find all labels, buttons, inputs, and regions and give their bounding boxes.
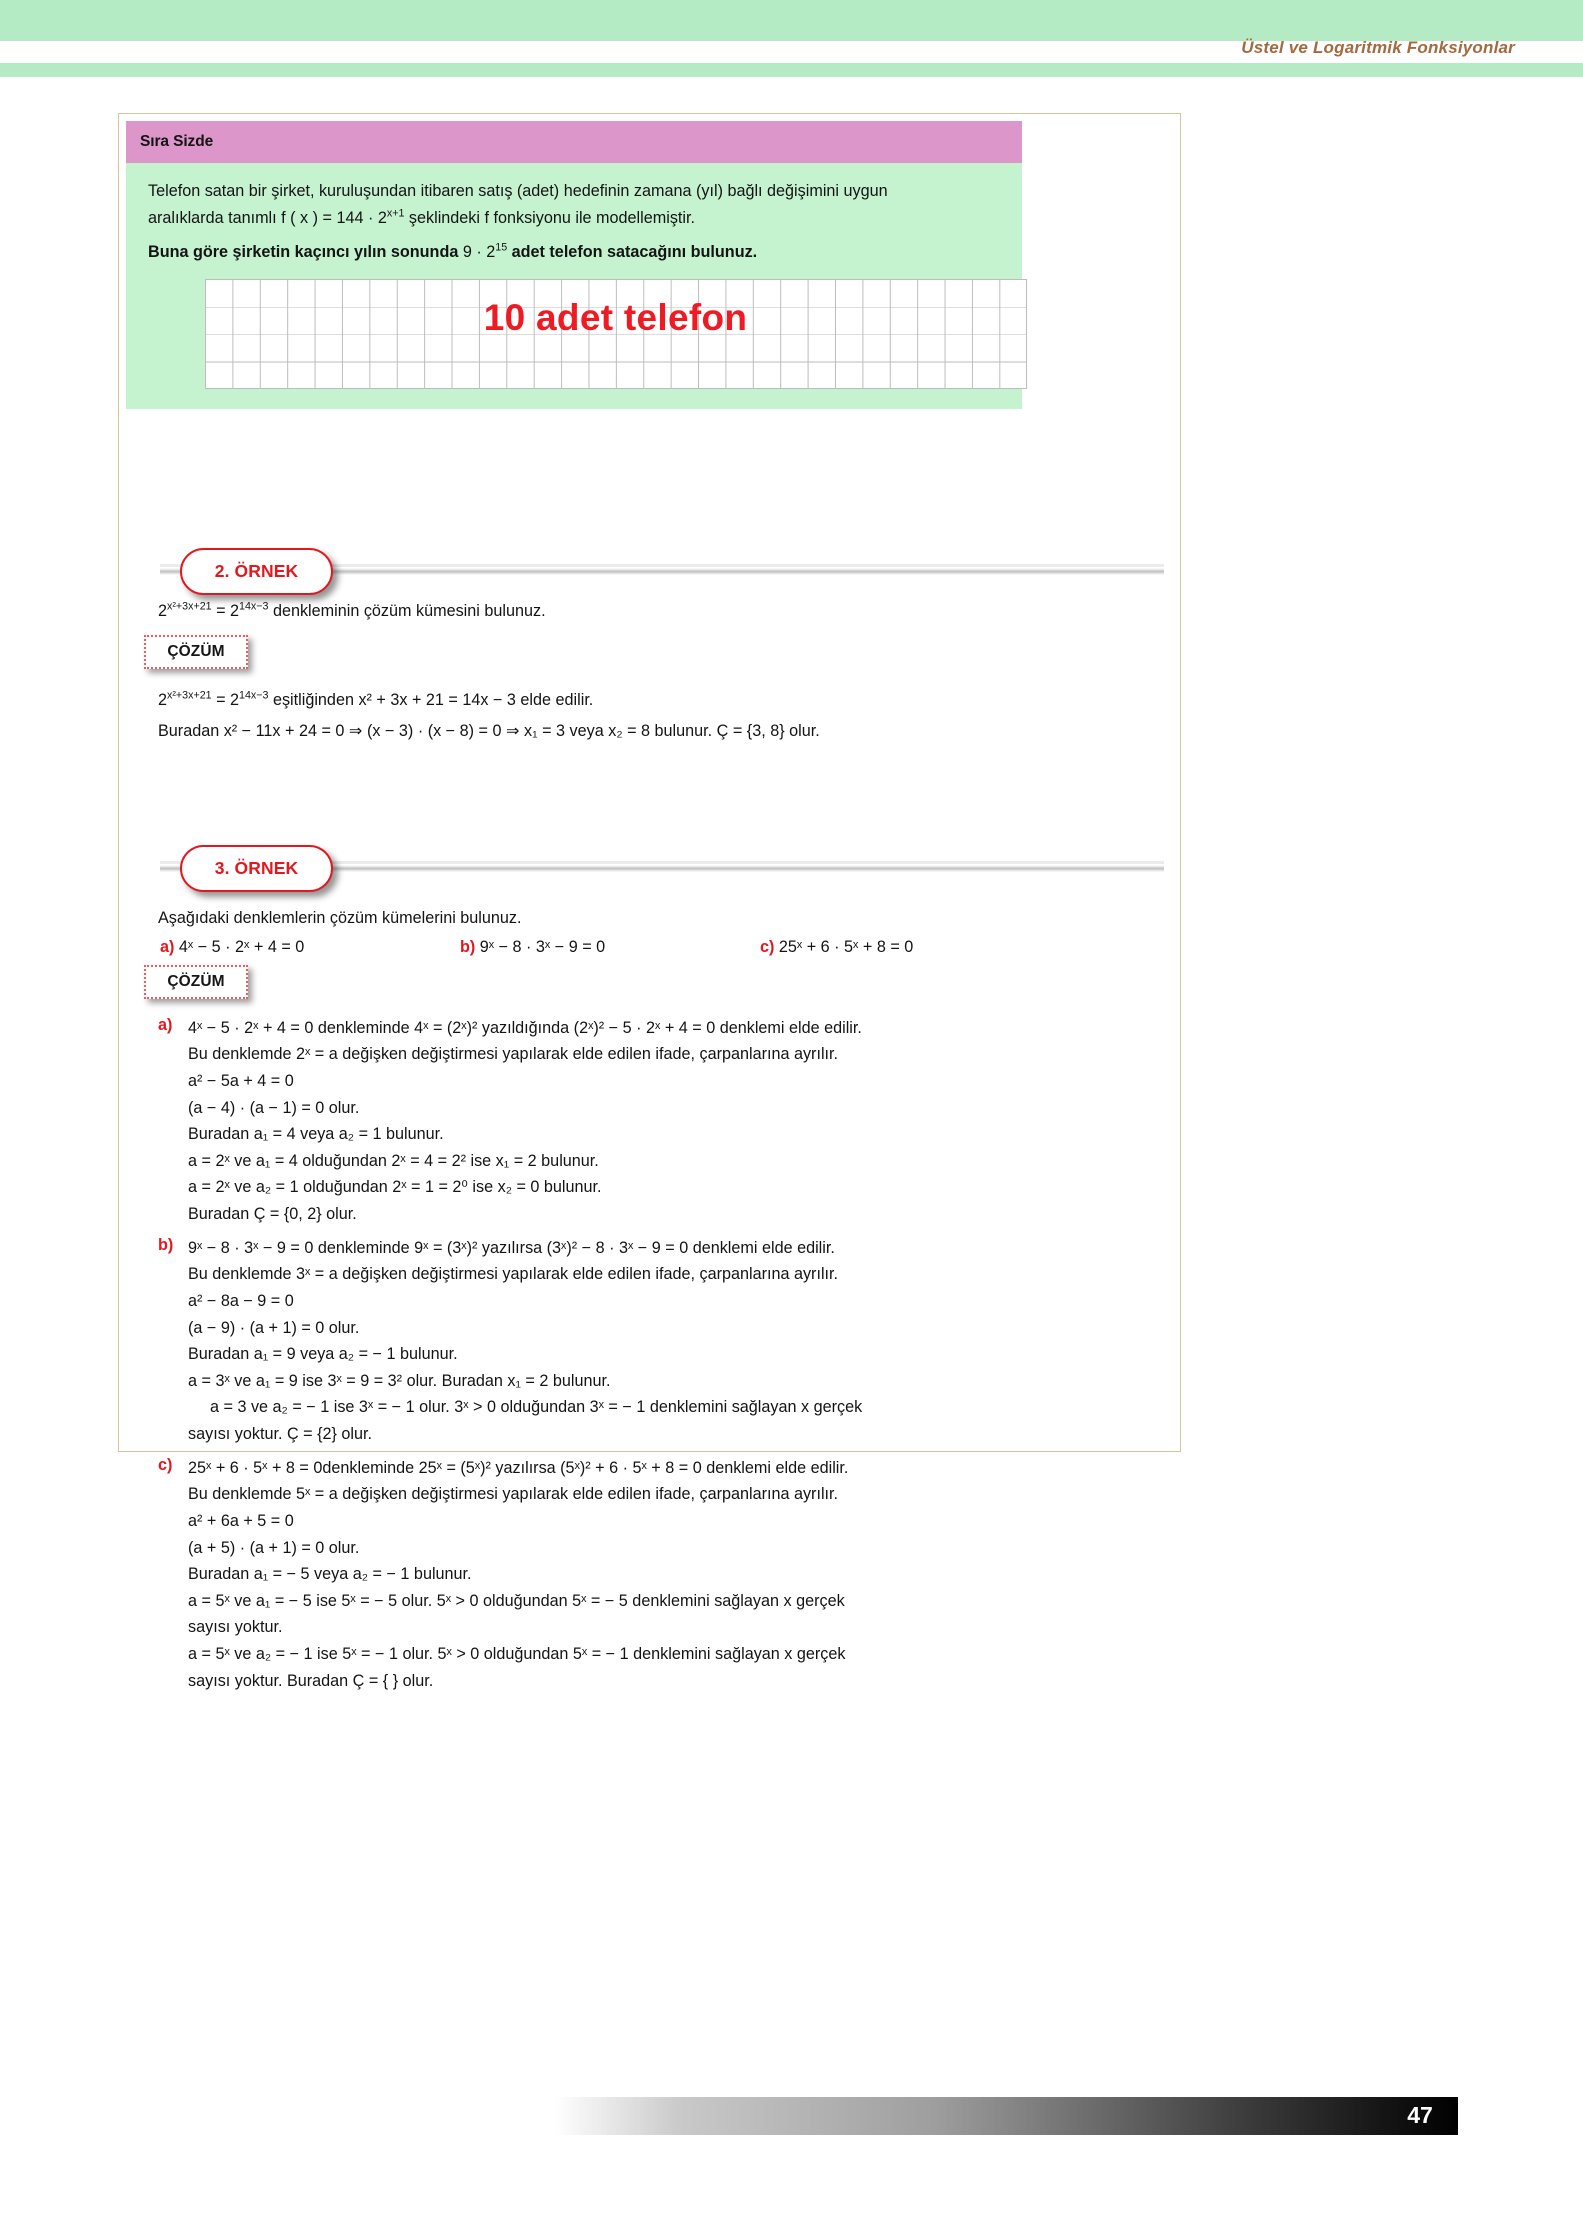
sira-sizde-paragraph-line1: Telefon satan bir şirket, kuruluşundan itibaren satış (adet) hedefinin zamana (yıl) bağlı değişimini uygun: [148, 182, 888, 200]
choice-c-mark: c): [760, 937, 775, 956]
solution-c-line-8: sayısı yoktur. Buradan Ç = { } olur.: [188, 1671, 434, 1690]
sira-sizde-label: Sıra Sizde: [140, 133, 214, 150]
ss-p2-post: şeklindeki f fonksiyonu ile modellemiştir.: [404, 208, 696, 227]
solution-a-line-7: Buradan Ç = {0, 2} olur.: [188, 1205, 357, 1223]
example-2-cozum-label: ÇÖZÜM: [167, 642, 225, 660]
ex2-prompt-post: denkleminin çözüm kümesini bulunuz.: [268, 602, 546, 620]
example-2-badge-label: 2. ÖRNEK: [214, 561, 299, 581]
ex2-s1-pre: 2: [158, 690, 168, 709]
solution-a-line-2: a² − 5a + 4 = 0: [188, 1071, 294, 1090]
ex2-prompt-pre: 2: [158, 602, 168, 620]
header-band-top: [0, 0, 1583, 41]
example-3-badge-label: 3. ÖRNEK: [214, 858, 299, 878]
ex2-s1-sup2: 14x−3: [239, 689, 269, 702]
choice-b-mark: b): [460, 937, 476, 956]
solution-b-line-0: 9ˣ − 8 · 3ˣ − 9 = 0 denkleminde 9ˣ = (3ˣ)² yazılırsa (3ˣ)² − 8 · 3ˣ − 9 = 0 denklemi elde edilir.: [188, 1238, 835, 1257]
example-2-prompt: [158, 598, 1158, 625]
example-3-section: [130, 843, 1170, 1694]
footer-gradient-bar: [555, 2097, 1458, 2135]
solution-a-item: [158, 1015, 1158, 1228]
answer-grid[interactable]: [205, 279, 1027, 389]
sira-sizde-box: [126, 121, 1022, 409]
example-3-prompt-wrap: [158, 905, 1158, 932]
choice-c-text: 25ˣ + 6 · 5ˣ + 8 = 0: [778, 937, 914, 956]
solution-b-line-3: (a − 9) · (a + 1) = 0 olur.: [188, 1318, 360, 1337]
example-3-cozum-badge: [144, 965, 248, 999]
handwritten-answer: 10 adet telefon: [483, 296, 748, 338]
solution-b-line-4: Buradan a₁ = 9 veya a₂ = − 1 bulunur.: [188, 1345, 458, 1364]
solution-b-line-5: a = 3ˣ ve a₁ = 9 ise 3ˣ = 9 = 3² olur. Buradan x₁ = 2 bulunur.: [188, 1371, 611, 1390]
ex2-s1-mid: = 2: [211, 690, 240, 709]
solution-a-lines: [188, 1015, 1158, 1228]
choice-a-mark: a): [160, 937, 175, 956]
example-2-badge-bar: [142, 546, 1172, 598]
example-3-badge-bar: [142, 843, 1172, 895]
solution-c-line-3: (a + 5) · (a + 1) = 0 olur.: [188, 1538, 360, 1557]
header-band-bottom: [0, 63, 1583, 77]
example-2-sol-line-2: Buradan x² − 11x + 24 = 0 ⇒ (x − 3) · (x − 8) = 0 ⇒ x₁ = 3 veya x₂ = 8 bulunur. Ç = {3, 8} olur.: [158, 722, 820, 741]
example-3-badge: [180, 845, 333, 892]
solution-b-mark: b): [158, 1235, 174, 1254]
example-3-choices: [160, 938, 1170, 957]
solution-b-line-1: Bu denklemde 3ˣ = a değişken değiştirmesi yapılarak elde edilen ifade, çarpanlarına ayrılır.: [188, 1265, 839, 1284]
solution-c-lines: [188, 1455, 1158, 1695]
solution-a-line-5: a = 2ˣ ve a₁ = 4 olduğundan 2ˣ = 4 = 2² ise x₁ = 2 bulunur.: [188, 1151, 599, 1170]
solution-a-line-6: a = 2ˣ ve a₂ = 1 olduğundan 2ˣ = 1 = 2⁰ ise x₂ = 0 bulunur.: [188, 1178, 602, 1197]
solution-b-line-7: sayısı yoktur. Ç = {2} olur.: [188, 1425, 373, 1443]
solution-a-line-4: Buradan a₁ = 4 veya a₂ = 1 bulunur.: [188, 1125, 444, 1144]
solution-a-line-1: Bu denklemde 2ˣ = a değişken değiştirmesi yapılarak elde edilen ifade, çarpanlarına ayrılır.: [188, 1045, 839, 1064]
example-3-cozum-label: ÇÖZÜM: [167, 972, 225, 990]
choice-a-text: 4ˣ − 5 · 2ˣ + 4 = 0: [178, 937, 305, 956]
sira-sizde-paragraph-line2: [148, 205, 1000, 232]
ex2-s1-sup1: x²+3x+21: [167, 689, 212, 702]
ex2-prompt-sup2: 14x−3: [239, 600, 269, 613]
ss-q-mid: 9 · 2: [462, 243, 496, 262]
example-2-badge: [180, 548, 333, 595]
ss-q-post: adet telefon satacağını bulunuz.: [507, 243, 758, 262]
page-number: 47: [1407, 2102, 1433, 2128]
ss-q-sup: 15: [495, 241, 508, 254]
choice-b: [460, 938, 760, 957]
solution-c-item: [158, 1455, 1158, 1695]
ss-q-pre: Buna göre şirketin kaçıncı yılın sonunda: [148, 243, 463, 262]
ex2-prompt-mid: = 2: [211, 602, 240, 620]
ex2-prompt-sup1: x²+3x+21: [167, 600, 212, 613]
chapter-title: Üstel ve Logaritmik Fonksiyonlar: [1241, 38, 1515, 57]
solution-a: [158, 1015, 1158, 1228]
solution-c-line-0: 25ˣ + 6 · 5ˣ + 8 = 0denkleminde 25ˣ = (5ˣ)² yazılırsa (5ˣ)² + 6 · 5ˣ + 8 = 0 denklemi elde edilir.: [188, 1458, 849, 1477]
sira-sizde-body: [126, 163, 1022, 409]
solution-b-lines: [188, 1235, 1158, 1448]
example-3-prompt: Aşağıdaki denklemlerin çözüm kümelerini bulunuz.: [158, 909, 522, 927]
solution-a-mark: a): [158, 1015, 173, 1034]
choice-c: [760, 938, 1060, 957]
solution-c: [158, 1455, 1158, 1695]
solution-b-line-6: a = 3 ve a₂ = − 1 ise 3ˣ = − 1 olur. 3ˣ > 0 olduğundan 3ˣ = − 1 denklemini sağlayan x gerçek: [210, 1398, 863, 1417]
solution-b-item: [158, 1235, 1158, 1448]
solution-c-line-1: Bu denklemde 5ˣ = a değişken değiştirmesi yapılarak elde edilen ifade, çarpanlarına ayrılır.: [188, 1485, 839, 1504]
example-2-body: [158, 598, 1158, 625]
solution-b-line-2: a² − 8a − 9 = 0: [188, 1291, 294, 1310]
solution-b: [158, 1235, 1158, 1448]
ex2-s1-post: eşitliğinden x² + 3x + 21 = 14x − 3 elde edilir.: [268, 690, 594, 709]
example-2-sol-line-1: [158, 687, 1158, 714]
sira-sizde-question: [148, 231, 1000, 266]
solution-a-line-0: 4ˣ − 5 · 2ˣ + 4 = 0 denkleminde 4ˣ = (2ˣ)² yazıldığında (2ˣ)² − 5 · 2ˣ + 4 = 0 denklemi elde edilir.: [188, 1018, 862, 1037]
solution-c-line-6: sayısı yoktur.: [188, 1618, 283, 1637]
ss-p2-sup: x+1: [386, 207, 405, 220]
sira-sizde-header: [126, 121, 1022, 163]
solution-c-mark: c): [158, 1455, 173, 1474]
example-2-cozum-wrap: [130, 635, 1170, 669]
solution-c-line-2: a² + 6a + 5 = 0: [188, 1511, 294, 1530]
ss-p2-pre: aralıklarda tanımlı f ( x ) = 144 · 2: [148, 208, 387, 227]
solution-c-line-5: a = 5ˣ ve a₁ = − 5 ise 5ˣ = − 5 olur. 5ˣ > 0 olduğundan 5ˣ = − 5 denklemini sağlayan x gerçek: [188, 1591, 845, 1610]
choice-b-text: 9ˣ − 8 · 3ˣ − 9 = 0: [479, 937, 606, 956]
choice-a: [160, 938, 460, 957]
example-2-section: [130, 546, 1170, 745]
example-2-cozum-badge: [144, 635, 248, 669]
example-3-cozum-wrap: [130, 965, 1170, 999]
solution-a-line-3: (a − 4) · (a − 1) = 0 olur.: [188, 1098, 360, 1117]
solution-c-line-4: Buradan a₁ = − 5 veya a₂ = − 1 bulunur.: [188, 1565, 472, 1584]
solution-c-line-7: a = 5ˣ ve a₂ = − 1 ise 5ˣ = − 1 olur. 5ˣ > 0 olduğundan 5ˣ = − 1 denklemini sağlayan x gerçek: [188, 1645, 846, 1663]
example-2-solution: [158, 687, 1158, 745]
